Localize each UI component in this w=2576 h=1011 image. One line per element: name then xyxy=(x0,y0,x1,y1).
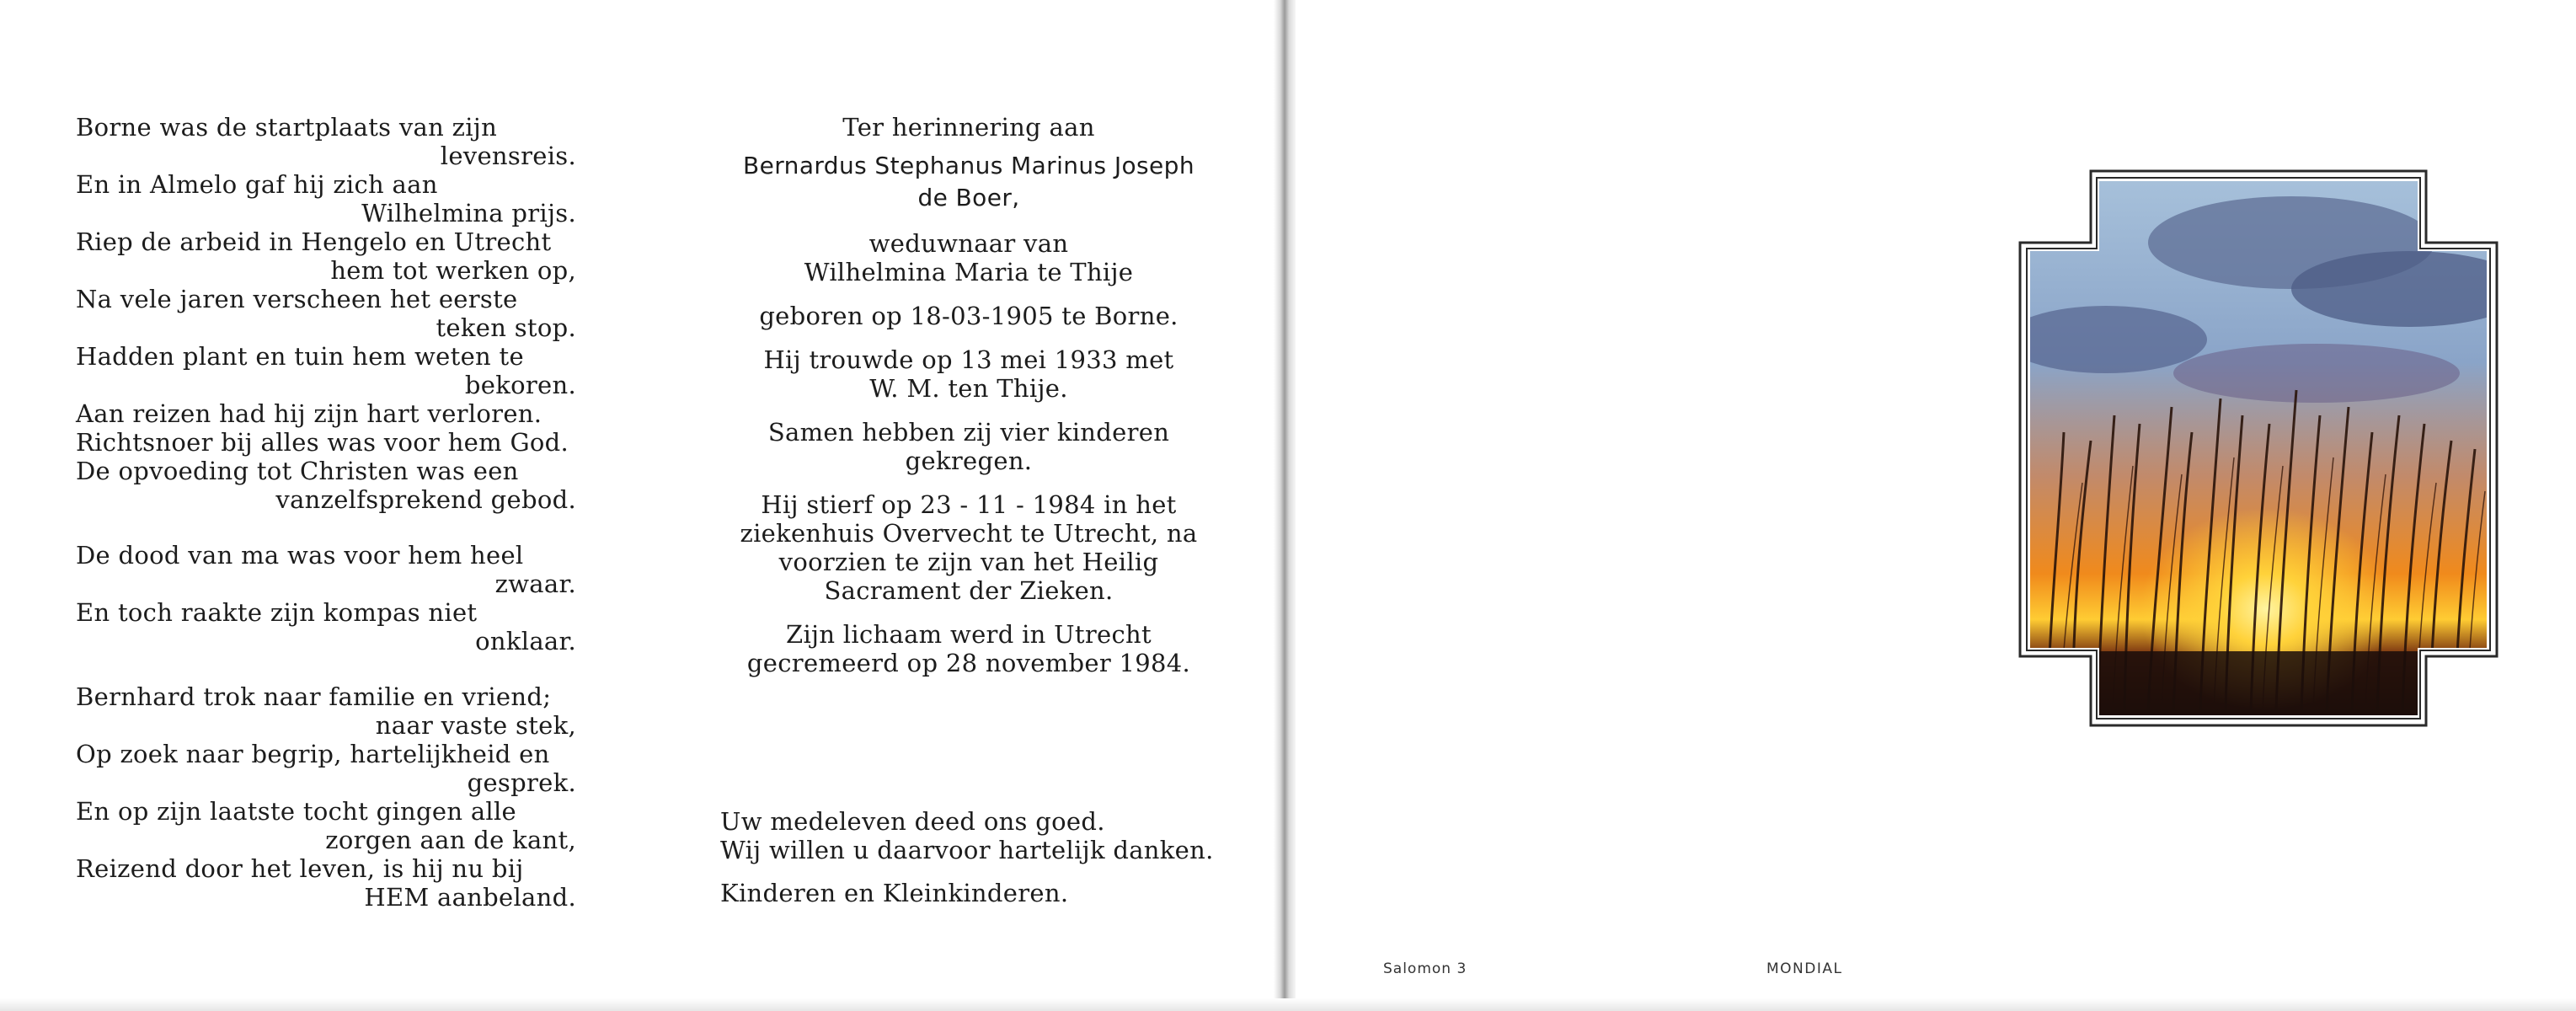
poem-line: gesprek. xyxy=(467,768,576,797)
poem-line: Wilhelmina prijs. xyxy=(361,199,576,227)
poem-line: De dood van ma was voor hem heel xyxy=(76,541,524,570)
poem-line: Op zoek naar begrip, hartelijkheid en xyxy=(76,740,550,768)
died-block xyxy=(716,490,1221,605)
poem-line: zwaar. xyxy=(494,570,576,598)
cremated-block xyxy=(716,620,1221,677)
married-line: Hij trouwde op 13 mei 1933 met xyxy=(763,345,1174,374)
poem-line: En toch raakte zijn kompas niet xyxy=(76,598,478,627)
married-block xyxy=(716,345,1221,403)
poem-line: Borne was de startplaats van zijn xyxy=(76,113,498,142)
memorial-text xyxy=(716,113,1221,677)
children-block xyxy=(716,418,1221,475)
widower-line: Wilhelmina Maria te Thije xyxy=(804,258,1134,286)
card-reference: Salomon 3 xyxy=(1383,960,1467,977)
poem-line: Bernhard trok naar familie en vriend; xyxy=(76,682,552,711)
poem-line: vanzelfsprekend gebod. xyxy=(275,485,576,514)
poem-line: Reizend door het leven, is hij nu bij xyxy=(76,854,524,883)
sunset-cross-image xyxy=(2013,163,2504,734)
printer-brand: MONDIAL xyxy=(1766,960,1843,977)
born-line: geboren op 18-03-1905 te Borne. xyxy=(759,302,1178,330)
poem-line: zorgen aan de kant, xyxy=(325,826,576,854)
died-line: Sacrament der Zieken. xyxy=(824,576,1114,605)
card-fold xyxy=(1274,0,1296,1011)
cremated-line: gecremeerd op 28 november 1984. xyxy=(746,649,1191,677)
poem-line: naar vaste stek, xyxy=(375,711,576,740)
thanks-block xyxy=(720,807,1259,907)
deceased-name-line: Bernardus Stephanus Marinus Joseph xyxy=(743,152,1194,179)
poem-line: Aan reizen had hij zijn hart verloren. xyxy=(76,399,542,428)
poem-line: Riep de arbeid in Hengelo en Utrecht xyxy=(76,227,552,256)
card-bottom-edge xyxy=(0,998,2576,1011)
died-line: Hij stierf op 23 - 11 - 1984 in het xyxy=(761,490,1177,519)
married-line: W. M. ten Thije. xyxy=(869,374,1068,403)
children-line: gekregen. xyxy=(905,447,1033,475)
memorial-intro: Ter herinnering aan xyxy=(842,113,1095,142)
poem-line: Hadden plant en tuin hem weten te xyxy=(76,342,524,371)
poem-line: levensreis. xyxy=(440,142,576,170)
poem-line: En in Almelo gaf hij zich aan xyxy=(76,170,438,199)
poem xyxy=(76,113,576,912)
died-line: voorzien te zijn van het Heilig xyxy=(778,548,1159,576)
poem-line: onklaar. xyxy=(475,627,576,655)
children-line: Samen hebben zij vier kinderen xyxy=(767,418,1170,447)
died-line: ziekenhuis Overvecht te Utrecht, na xyxy=(740,519,1198,548)
poem-line: teken stop. xyxy=(436,313,576,342)
poem-line: En op zijn laatste tocht gingen alle xyxy=(76,797,517,826)
widower-line: weduwnaar van xyxy=(868,229,1069,258)
left-page xyxy=(0,0,1280,1011)
deceased-name-line: de Boer, xyxy=(917,184,1020,211)
stanza-gap xyxy=(76,514,576,541)
poem-line: De opvoeding tot Christen was een xyxy=(76,457,519,485)
widower-block xyxy=(716,229,1221,286)
cremated-line: Zijn lichaam werd in Utrecht xyxy=(786,620,1152,649)
thanks-line: Uw medeleven deed ons goed. xyxy=(720,807,1105,836)
deceased-name xyxy=(716,150,1221,214)
poem-line: bekoren. xyxy=(464,371,576,399)
thanks-line: Wij willen u daarvoor hartelijk danken. xyxy=(720,836,1214,864)
born-block xyxy=(716,302,1221,330)
poem-line: Na vele jaren verscheen het eerste xyxy=(76,285,518,313)
poem-line: HEM aanbeland. xyxy=(364,883,576,912)
cross-picture xyxy=(2013,163,2504,734)
poem-line: Richtsnoer bij alles was voor hem God. xyxy=(76,428,569,457)
signature: Kinderen en Kleinkinderen. xyxy=(720,879,1069,907)
poem-line: hem tot werken op, xyxy=(330,256,576,285)
stanza-gap xyxy=(76,655,576,682)
